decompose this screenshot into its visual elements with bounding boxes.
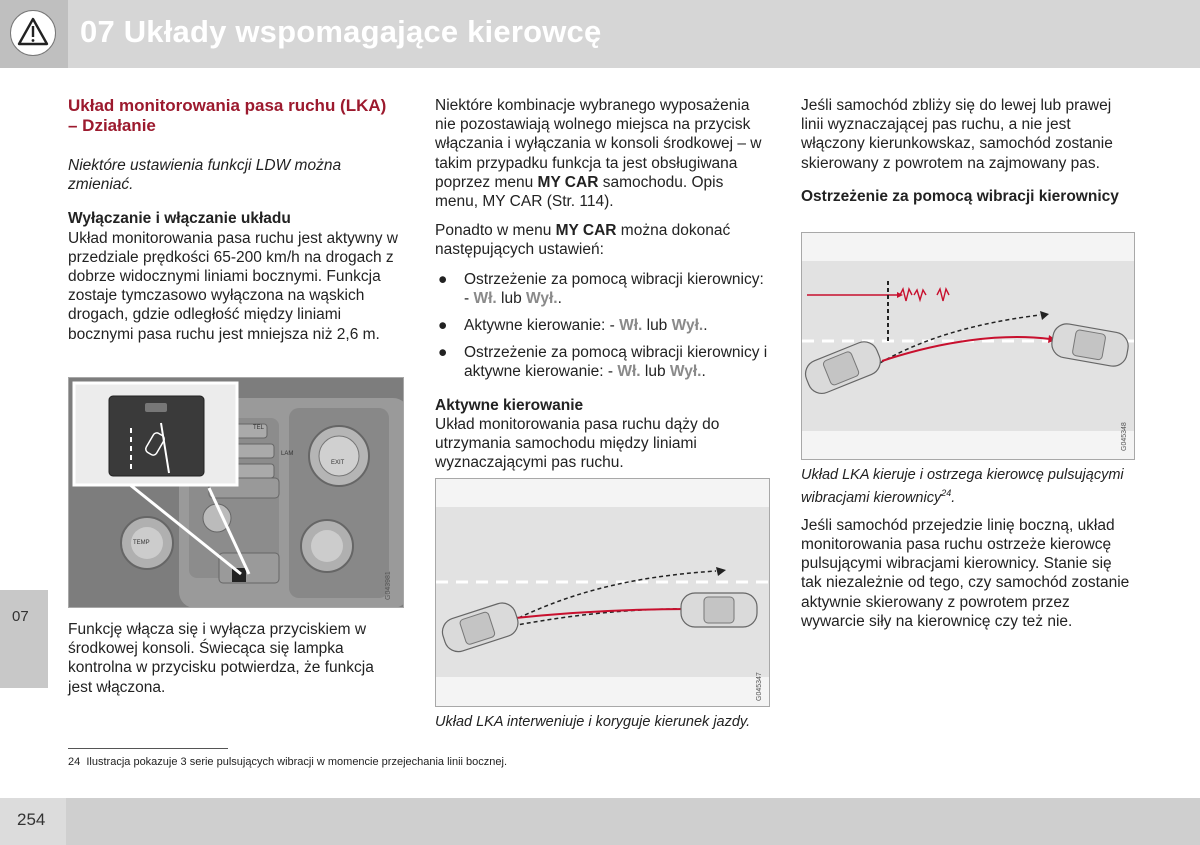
console-label-exit: EXIT <box>331 460 345 466</box>
chapter-side-tab <box>0 590 48 688</box>
header-icon-box <box>0 0 68 68</box>
column-3 <box>801 96 1131 206</box>
figure-caption: Układ LKA interweniuje i koryguje kierunek jazdy. <box>435 714 751 730</box>
figure-caption: Układ LKA kieruje i ostrzega kierowcę pulsującymi wibracjami kierownicy$^{24}$. <box>801 467 1124 506</box>
column-1 <box>68 96 398 344</box>
column-3-bottom <box>801 466 1131 631</box>
console-label-temp: TEMP <box>133 540 150 546</box>
paragraph-vibration: Jeśli samochód przejedzie linię boczną, układ monitorowania pasa ruchu ostrzeże kierowcę pulsującymi wibracjami kierownicy. Stanie się tak niezależnie od tego, czy samochód zostanie aktywnie skierowany z powrotem przez wywarcie siły na kierownicę czy też nie. <box>801 516 1130 630</box>
figure-code: G045348 <box>1121 422 1128 451</box>
column-1-bottom <box>68 620 398 697</box>
footnote-text: Ilustracja pokazuje 3 serie pulsujących wibracji w momencie przejechania linii bocznej. <box>86 756 508 768</box>
figure-code: G045347 <box>756 672 763 701</box>
console-label-tel: TEL <box>253 425 265 431</box>
paragraph-settings: Ponadto w menu MY CAR można dokonać następujących ustawień: <box>435 222 731 259</box>
list-item: ● Ostrzeżenie za pomocą wibracji kierownicy: - Wł. lub Wył.. <box>438 270 764 307</box>
footer-page-box <box>0 798 66 845</box>
subheading-vibration: Ostrzeżenie za pomocą wibracji kierownicy <box>801 187 1119 205</box>
footnote <box>68 756 507 768</box>
footnote-divider <box>68 748 228 749</box>
warning-triangle-icon <box>10 10 56 56</box>
figure-lane-correction <box>435 478 770 707</box>
column-2 <box>435 96 770 472</box>
section-title: Układ monitorowania pasa ruchu (LKA) – Działanie <box>68 96 387 135</box>
column-2-caption <box>435 713 770 731</box>
page-footer <box>0 798 1200 845</box>
chapter-number: 07 <box>12 608 29 625</box>
paragraph-mycar: Niektóre kombinacje wybranego wyposażenia nie pozostawiają wolnego miejsca na przycisk włączania i wyłączania w konsoli środkowej – w takim przypadku funkcja ta jest obsługiwana poprzez menu MY CAR samochodu. Opis menu, MY CAR (Str. 114). <box>435 97 762 211</box>
intro-note: Niektóre ustawienia funkcji LDW można zmieniać. <box>68 157 342 194</box>
console-label-lam: LAM <box>281 451 294 457</box>
paragraph-button: Funkcję włącza się i wyłącza przyciskiem w środkowej konsoli. Świecąca się lampka kontrolna w przycisku potwierdza, że funkcja jest włączona. <box>68 621 374 696</box>
figure-vibration-warning <box>801 232 1135 460</box>
settings-list <box>435 270 770 382</box>
chapter-title: 07 Układy wspomagające kierowcę <box>80 14 602 49</box>
figure-center-console <box>68 377 404 608</box>
list-item: ● Aktywne kierowanie: - Wł. lub Wył.. <box>438 317 708 335</box>
footnote-number: 24 <box>68 756 81 768</box>
subheading-active-steering: Aktywne kierowanie <box>435 396 584 414</box>
paragraph-toggle: Układ monitorowania pasa ruchu jest aktywny w przedziale prędkości 65-200 km/h na drogach z dobrze widocznymi liniami bocznymi. Funkcja zostaje tymczasowo wyłączona na wąskich drogach, gdzie odległość między liniami bocznymi pasa ruchu jest mniejsza niż 2,6 m. <box>68 229 398 343</box>
page-number: 254 <box>17 810 46 829</box>
figure-code: G043981 <box>385 571 392 600</box>
subheading-toggle: Wyłączanie i włączanie układu <box>68 210 291 228</box>
paragraph-active-steering: Układ monitorowania pasa ruchu dąży do utrzymania samochodu między liniami wyznaczającymi pas ruchu. <box>435 415 720 472</box>
paragraph-lane-return: Jeśli samochód zbliży się do lewej lub prawej linii wyznaczającej pas ruchu, a nie jest włączony kierunkowskaz, samochód zostanie skierowany z powrotem na zajmowany pas. <box>801 97 1113 172</box>
list-item: ● Ostrzeżenie za pomocą wibracji kierownicy i aktywne kierowanie: - Wł. lub Wył.. <box>438 344 768 381</box>
page-header <box>0 0 1200 68</box>
